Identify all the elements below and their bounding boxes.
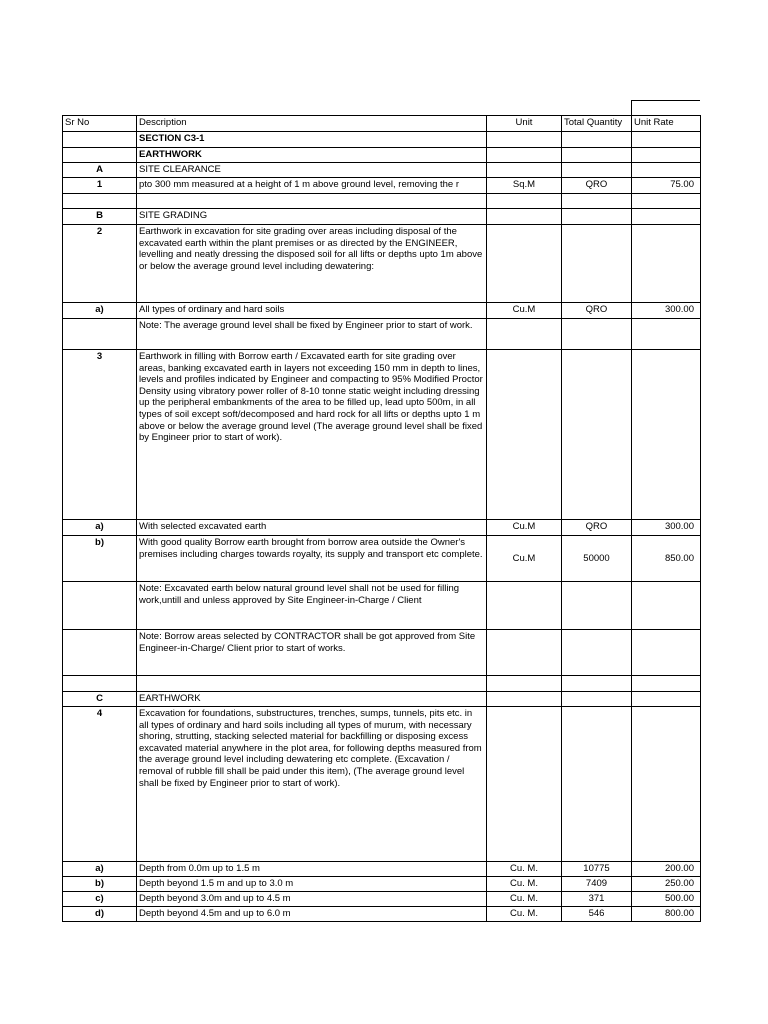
table-row [63, 892, 701, 907]
unit-cell [487, 225, 562, 303]
header-unit: Unit [487, 116, 562, 132]
unit-cell: Sq.M [487, 178, 562, 194]
unit-cell: Cu. M. [487, 877, 562, 892]
sr-cell: d) [63, 907, 137, 922]
table-row [63, 536, 701, 582]
sr-cell: b) [63, 536, 137, 582]
description-cell: Depth from 0.0m up to 1.5 m [137, 862, 487, 877]
header-sr-no: Sr No [63, 116, 137, 132]
rate-cell [632, 707, 701, 862]
table-row [63, 862, 701, 877]
rate-cell [632, 676, 701, 692]
unit-cell: Cu.M [487, 303, 562, 319]
unit-cell [487, 707, 562, 862]
rate-cell [632, 132, 701, 148]
description-cell: All types of ordinary and hard soils [137, 303, 487, 319]
sr-cell: a) [63, 862, 137, 877]
sr-cell: a) [63, 520, 137, 536]
rate-cell [632, 630, 701, 676]
quantity-cell [562, 225, 632, 303]
unit-cell: Cu.M [487, 520, 562, 536]
quantity-cell [562, 692, 632, 707]
table-row [63, 350, 701, 520]
quantity-cell: 50000 [562, 536, 632, 582]
unit-cell [487, 692, 562, 707]
unit-cell [487, 132, 562, 148]
quantity-cell [562, 132, 632, 148]
rate-cell: 800.00 [632, 907, 701, 922]
rate-cell [632, 148, 701, 163]
unit-cell [487, 630, 562, 676]
quantity-cell: 546 [562, 907, 632, 922]
unit-cell [487, 350, 562, 520]
quantity-cell [562, 163, 632, 178]
header-corner-box [631, 100, 700, 115]
description-cell: With selected excavated earth [137, 520, 487, 536]
table-row [63, 163, 701, 178]
sr-cell [63, 630, 137, 676]
unit-cell [487, 148, 562, 163]
section-title: SECTION C3-1 [137, 132, 487, 148]
rate-cell [632, 225, 701, 303]
quantity-cell [562, 630, 632, 676]
table-row [63, 877, 701, 892]
quantity-cell: QRO [562, 303, 632, 319]
sr-cell [63, 148, 137, 163]
quantity-cell: 371 [562, 892, 632, 907]
quantity-cell [562, 194, 632, 209]
subsection-heading: EARTHWORK [137, 692, 487, 707]
table-row [63, 582, 701, 630]
quantity-cell: QRO [562, 178, 632, 194]
header-unit-rate: Unit Rate [632, 116, 701, 132]
header-description: Description [137, 116, 487, 132]
sr-cell: B [63, 209, 137, 225]
table-row [63, 303, 701, 319]
quantity-cell: 10775 [562, 862, 632, 877]
table-row [63, 676, 701, 692]
unit-cell [487, 676, 562, 692]
table-row [63, 319, 701, 350]
sr-cell: 2 [63, 225, 137, 303]
table-row [63, 520, 701, 536]
header-total-quantity: Total Quantity [562, 116, 632, 132]
sr-cell: a) [63, 303, 137, 319]
rate-cell: 850.00 [632, 536, 701, 582]
unit-cell: Cu. M. [487, 892, 562, 907]
sr-cell: A [63, 163, 137, 178]
unit-cell: Cu.M [487, 536, 562, 582]
sr-cell [63, 676, 137, 692]
sr-cell: 3 [63, 350, 137, 520]
rate-cell: 75.00 [632, 178, 701, 194]
rate-cell: 500.00 [632, 892, 701, 907]
unit-cell [487, 582, 562, 630]
sr-cell: 4 [63, 707, 137, 862]
description-cell [137, 676, 487, 692]
note-cell: Note: Borrow areas selected by CONTRACTOR shall be got approved from Site Engineer-in-Charge/ Client prior to start of works. [137, 630, 487, 676]
table-row [63, 692, 701, 707]
description-cell [137, 194, 487, 209]
description-cell: Excavation for foundations, substructures, trenches, sumps, tunnels, pits etc. in all types of ordinary and hard soils including all types of murum, with necessary shoring, strutting, stacking selected material for backfilling or disposing excess excavated material anywhere in the plot area, for following depths measured from the average ground level including dewatering etc complete. (Excavation / removal of rubble fill shall be paid under this item), (The average ground level shall be fixed by Engineer prior to start of work). [137, 707, 487, 862]
table-row [63, 209, 701, 225]
rate-cell [632, 582, 701, 630]
rate-cell [632, 692, 701, 707]
note-cell: Note: The average ground level shall be fixed by Engineer prior to start of work. [137, 319, 487, 350]
unit-cell [487, 163, 562, 178]
description-cell: pto 300 mm measured at a height of 1 m above ground level, removing the r [137, 178, 487, 194]
rate-cell [632, 209, 701, 225]
description-cell: Depth beyond 4.5m and up to 6.0 m [137, 907, 487, 922]
description-cell: Depth beyond 1.5 m and up to 3.0 m [137, 877, 487, 892]
quantity-cell [562, 148, 632, 163]
subsection-heading: SITE CLEARANCE [137, 163, 487, 178]
quantity-cell [562, 319, 632, 350]
sr-cell [63, 319, 137, 350]
description-cell: Depth beyond 3.0m and up to 4.5 m [137, 892, 487, 907]
subsection-heading: SITE GRADING [137, 209, 487, 225]
description-cell: Earthwork in filling with Borrow earth / Excavated earth for site grading over areas, banking excavated earth in layers not exceeding 150 mm in depth to lines, levels and profiles indicated by Engineer and compacting to 95% Modified Proctor Density using vibratory power roller of 8-10 tonne static weight including dressing up the peripheral embankments of the area to be filled up, lead upto 500m, in all types of soil except soft/decomposed and hard rock for all lifts or depths upto 1 m above or below the average ground level (The average ground level shall be fixed by Engineer prior to start of work). [137, 350, 487, 520]
sr-cell: b) [63, 877, 137, 892]
rate-cell: 300.00 [632, 520, 701, 536]
section-heading: EARTHWORK [137, 148, 487, 163]
sr-cell: c) [63, 892, 137, 907]
boq-table [62, 115, 701, 922]
sr-cell [63, 132, 137, 148]
sr-cell: C [63, 692, 137, 707]
quantity-cell [562, 707, 632, 862]
quantity-cell [562, 350, 632, 520]
table-row [63, 194, 701, 209]
unit-cell [487, 319, 562, 350]
sr-cell [63, 582, 137, 630]
unit-cell [487, 194, 562, 209]
boq-sheet [62, 115, 700, 922]
rate-cell: 250.00 [632, 877, 701, 892]
rate-cell [632, 194, 701, 209]
table-row [63, 148, 701, 163]
unit-cell: Cu. M. [487, 907, 562, 922]
table-row [63, 907, 701, 922]
unit-cell: Cu. M. [487, 862, 562, 877]
description-cell: Earthwork in excavation for site grading over areas including disposal of the excavated earth within the plant premises or as directed by the ENGINEER, levelling and neatly dressing the disposed soil for all lifts or depths upto 1m above or below the average ground level including dewatering: [137, 225, 487, 303]
quantity-cell [562, 676, 632, 692]
quantity-cell [562, 209, 632, 225]
header-row [63, 116, 701, 132]
quantity-cell: QRO [562, 520, 632, 536]
rate-cell [632, 319, 701, 350]
quantity-cell: 7409 [562, 877, 632, 892]
description-cell: With good quality Borrow earth brought from borrow area outside the Owner's premises including charges towards royalty, its supply and transport etc complete. [137, 536, 487, 582]
table-row [63, 178, 701, 194]
rate-cell: 200.00 [632, 862, 701, 877]
rate-cell [632, 163, 701, 178]
table-row [63, 132, 701, 148]
sr-cell [63, 194, 137, 209]
unit-cell [487, 209, 562, 225]
sr-cell: 1 [63, 178, 137, 194]
table-row [63, 630, 701, 676]
rate-cell [632, 350, 701, 520]
table-row [63, 225, 701, 303]
rate-cell: 300.00 [632, 303, 701, 319]
note-cell: Note: Excavated earth below natural ground level shall not be used for filling work,untill and unless approved by Site Engineer-in-Charge / Client [137, 582, 487, 630]
table-row [63, 707, 701, 862]
quantity-cell [562, 582, 632, 630]
